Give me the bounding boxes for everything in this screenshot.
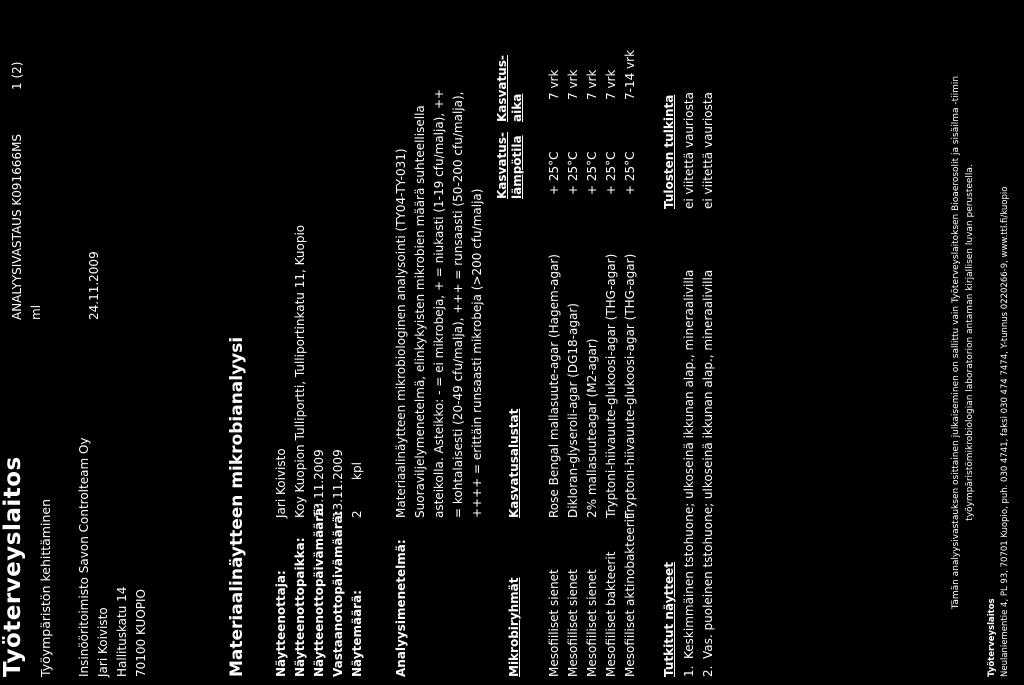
table-cell: 2% mallasuuteagar (M2-agar)	[585, 338, 599, 518]
method-label: Analyysimenetelmä:	[394, 539, 408, 677]
sample-results	[680, 92, 718, 209]
sample-number: 1.	[682, 665, 696, 677]
table-col-media	[545, 254, 640, 518]
info-value: 13.11.2009	[312, 449, 326, 518]
info-label: Näytteenottopaikka:	[293, 537, 307, 677]
author-initials: ml	[29, 304, 43, 320]
info-labels	[272, 503, 367, 677]
section-title: Materiaalinäytteen mikrobianalyysi	[227, 336, 247, 677]
table-cell: Tryptoni-hiivauute-glukoosi-agar (THG-agar)	[604, 253, 618, 518]
recipient-line: 70100 KUOPIO	[134, 589, 148, 677]
table-cell: + 25°C	[585, 151, 599, 195]
info-label: Näytteenottaja:	[274, 570, 288, 677]
sample-result: ei viitettä vauriosta	[701, 92, 715, 209]
sample-number: 2.	[701, 665, 715, 677]
table-cell: Tryptoni-hiivauute-glukoosi-agar (THG-agar)	[623, 253, 637, 518]
table-header-temp: Kasvatus- lämpötila	[495, 132, 524, 199]
info-label: Näytemäärä:	[350, 590, 364, 677]
table-cell: 7 vrk	[585, 69, 599, 100]
page-number: 1 (2)	[10, 61, 24, 90]
table-row: Mesofiiliset sienet	[585, 569, 599, 677]
table-col-group	[545, 514, 640, 677]
sample-result: ei viitettä vauriosta	[682, 92, 696, 209]
table-row: Mesofiiliset aktinobakteerit	[623, 514, 637, 677]
footer-address: Neulaniementie 4, PL 93, 70701 Kuopio, puh. 030 4741, faksi 030 474 7474, Y-tunnus 0220266-9, www.ttl.fi/kuopio	[1000, 186, 1010, 677]
method-line: = kohtalaisesti (20-49 cfu/malja), +++ = runsaasti (50-200 cfu/malja),	[451, 91, 465, 518]
doc-title: ANALYYSIVASTAUS K091666MS	[10, 133, 24, 320]
method-line: Suoraviljelymenetelmä, elinkykyisten mikrobien määrä suhteellisella	[413, 105, 427, 518]
sample-descriptions	[680, 270, 718, 659]
recipient-line: Jari Koivisto	[96, 607, 110, 677]
table-row: Mesofiiliset sienet	[547, 569, 561, 677]
footer-note-1: Tämän analyysivastauksen osittainen julkaiseminen on sallittu vain Työterveyslaitoksen Bioaerosolit ja sisäilma -tiimin	[951, 75, 961, 610]
info-value: Koy Kuopion Tulliportti, Tulliportinkatu 11, Kuopio	[293, 224, 307, 518]
table-row: Mesofiiliset bakteerit	[604, 551, 618, 677]
table-cell: + 25°C	[547, 151, 561, 195]
table-cell: + 25°C	[604, 151, 618, 195]
table-cell: 7 vrk	[566, 69, 580, 100]
table-cell: 7 vrk	[547, 69, 561, 100]
info-value: 2	[350, 510, 364, 518]
result-header: Tulosten tulkinta	[662, 94, 676, 209]
info-label: Vastaanottopäivämäärä:	[331, 510, 345, 677]
table-cell: Rose Bengal mallasuute-agar (Hagem-agar)	[547, 254, 561, 518]
footer-note-2: työympäristömikrobiologian laboratorion antaman kirjallisen luvan perusteella.	[965, 164, 975, 521]
table-cell: Dikloran-glyseroli-agar (DG18-agar)	[566, 303, 580, 518]
org-logo-text: Työterveyslaitos	[0, 456, 26, 677]
sample-unit: kpl	[350, 462, 364, 480]
footer-org: Työterveyslaitos	[987, 598, 997, 677]
table-header-media: Kasvatusalustat	[507, 408, 521, 518]
info-value: 13.11.2009	[331, 449, 345, 518]
table-header-time: Kasvatus- aika	[495, 55, 524, 122]
table-col-time	[545, 50, 640, 100]
samples-header: Tutkitut näytteet	[662, 561, 676, 677]
table-cell: 7-14 vrk	[623, 49, 637, 100]
table-header-group: Mikrobiryhmät	[507, 577, 521, 677]
recipient-line: Hallituskatu 14	[115, 586, 129, 677]
table-cell: + 25°C	[566, 151, 580, 195]
table-col-temp	[545, 151, 640, 195]
method-line: ++++ = erittäin runsaasti mikrobeja (>200 cfu/malja)	[470, 188, 484, 518]
sample-text: Vas. puoleinen tstohuone; ulkoseinä ikkunan alap., mineraalivilla	[701, 269, 715, 659]
table-row: Mesofiiliset sienet	[566, 569, 580, 677]
table-cell: 7 vrk	[604, 69, 618, 100]
doc-date: 24.11.2009	[87, 251, 101, 320]
table-cell: + 25°C	[623, 151, 637, 195]
method-line: asteikolla. Asteikko: - = ei mikrobeja, + = niukasti (1-19 cfu/malja), ++	[432, 88, 446, 518]
sample-text: Keskimmäinen tstohuone; ulkoseinä ikkunan alap., mineraalivilla	[682, 269, 696, 659]
info-value: Jari Koivisto	[274, 448, 288, 518]
method-text	[392, 89, 487, 518]
method-line: Materiaalinäytteen mikrobiologinen analysointi (TY04-TY-031)	[394, 148, 408, 518]
info-label: Näytteenottopäivämäärä:	[312, 502, 326, 677]
sample-numbers	[680, 666, 718, 677]
org-subtitle: Työympäristön kehittäminen	[38, 499, 53, 677]
recipient-line: Insinööritoimisto Savon Controlteam Oy	[77, 437, 91, 677]
recipient-address	[75, 437, 151, 677]
